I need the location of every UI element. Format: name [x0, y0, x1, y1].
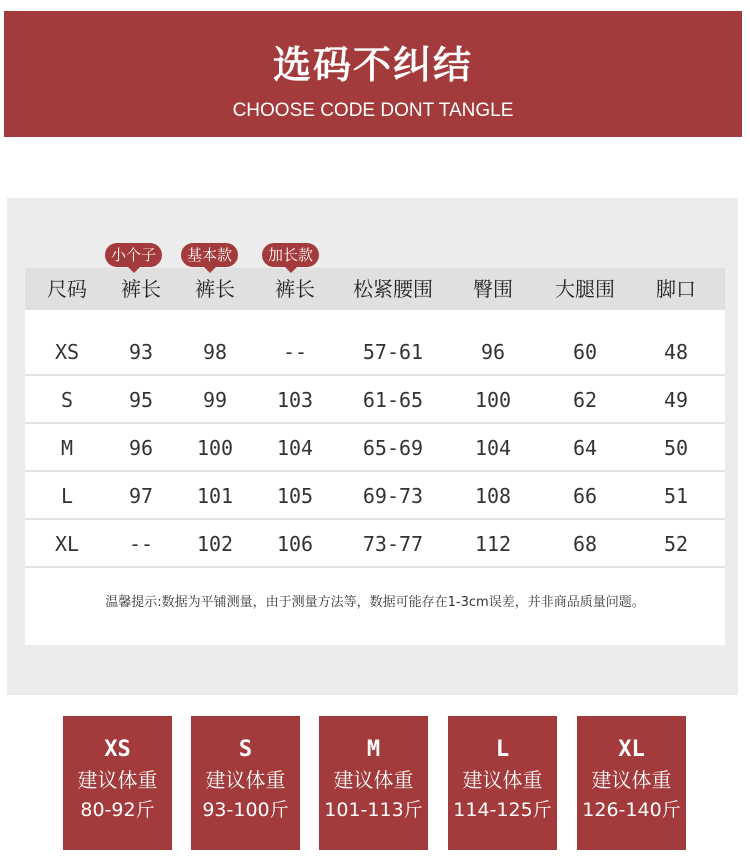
- row-divider: [25, 566, 725, 568]
- title-banner: [4, 11, 742, 137]
- page-title: 选码不纠结: [272, 43, 473, 87]
- weight-card-range: 101-113斤: [324, 799, 423, 821]
- cell-size: S: [60, 388, 74, 412]
- cell-length-long: 106: [276, 532, 314, 556]
- weight-card-label: 建议体重: [333, 768, 414, 792]
- weight-card-s: [191, 716, 300, 850]
- cell-length-petite: 96: [128, 436, 154, 460]
- tag-long: 加长款: [262, 243, 319, 267]
- page-subtitle: CHOOSE CODE DONT TANGLE: [232, 100, 514, 121]
- weight-card-size: S: [238, 737, 253, 762]
- cell-length-basic: 98: [202, 340, 228, 364]
- weight-card-range: 93-100斤: [202, 799, 289, 821]
- cell-hem: 49: [663, 388, 689, 412]
- weight-card-label: 建议体重: [462, 768, 543, 792]
- table-row: [25, 472, 725, 520]
- tag-petite: 小个子: [105, 243, 162, 267]
- header-length-long: 裤长: [275, 277, 315, 301]
- cell-length-basic: 102: [196, 532, 234, 556]
- cell-length-basic: 100: [196, 436, 234, 460]
- cell-hip: 108: [474, 484, 512, 508]
- table-row: [25, 520, 725, 568]
- header-size: 尺码: [47, 277, 87, 301]
- weight-card-size: XL: [618, 737, 645, 762]
- tag-basic: 基本款: [181, 243, 238, 267]
- cell-waist: 69-73: [362, 484, 424, 508]
- cell-hip: 112: [474, 532, 512, 556]
- weight-card-size: L: [495, 737, 510, 762]
- weight-card-range: 114-125斤: [453, 799, 552, 821]
- weight-card-xs: [63, 716, 172, 850]
- cell-size: M: [60, 436, 74, 460]
- cell-hem: 48: [663, 340, 689, 364]
- cell-length-long: 103: [276, 388, 314, 412]
- cell-waist: 61-65: [362, 388, 424, 412]
- weight-card-label: 建议体重: [77, 768, 158, 792]
- cell-thigh: 60: [572, 340, 598, 364]
- cell-thigh: 62: [572, 388, 598, 412]
- size-table: [25, 268, 725, 645]
- table-row: [25, 376, 725, 424]
- cell-length-petite: --: [128, 532, 154, 556]
- weight-card-l: [448, 716, 557, 850]
- cell-hip: 100: [474, 388, 512, 412]
- header-waist: 松紧腰围: [353, 277, 433, 301]
- cell-length-long: 105: [276, 484, 314, 508]
- weight-card-range: 80-92斤: [80, 799, 155, 821]
- cell-size: L: [60, 484, 74, 508]
- weight-card-xl: [577, 716, 686, 850]
- cell-length-basic: 99: [202, 388, 228, 412]
- cell-hip: 96: [480, 340, 506, 364]
- cell-length-long: 104: [276, 436, 314, 460]
- header-thigh: 大腿围: [555, 277, 615, 301]
- cell-thigh: 66: [572, 484, 598, 508]
- header-hem: 脚口: [656, 277, 696, 301]
- cell-thigh: 64: [572, 436, 598, 460]
- cell-length-petite: 95: [128, 388, 154, 412]
- cell-hip: 104: [474, 436, 512, 460]
- cell-length-basic: 101: [196, 484, 234, 508]
- cell-hem: 52: [663, 532, 689, 556]
- cell-length-petite: 93: [128, 340, 154, 364]
- cell-waist: 73-77: [362, 532, 424, 556]
- weight-card-range: 126-140斤: [582, 799, 681, 821]
- weight-card-label: 建议体重: [205, 768, 286, 792]
- table-row: [25, 328, 725, 376]
- cell-waist: 65-69: [362, 436, 424, 460]
- cell-hem: 50: [663, 436, 689, 460]
- measurement-note: 温馨提示:数据为平铺测量，由于测量方法等，数据可能存在1-3cm误差，并非商品质量问题。: [105, 595, 645, 610]
- cell-length-petite: 97: [128, 484, 154, 508]
- cell-waist: 57-61: [362, 340, 424, 364]
- header-length-basic: 裤长: [195, 277, 235, 301]
- weight-card-m: [319, 716, 428, 850]
- weight-card-label: 建议体重: [591, 768, 672, 792]
- header-length-petite: 裤长: [121, 277, 161, 301]
- weight-card-size: XS: [104, 737, 131, 762]
- cell-size: XS: [54, 340, 80, 364]
- table-row: [25, 424, 725, 472]
- size-chart-panel: [7, 198, 738, 695]
- cell-size: XL: [54, 532, 80, 556]
- table-header: [25, 268, 725, 310]
- cell-hem: 51: [663, 484, 689, 508]
- weight-card-size: M: [366, 737, 381, 762]
- cell-thigh: 68: [572, 532, 598, 556]
- header-hip: 臀围: [473, 277, 513, 301]
- cell-length-long: --: [282, 340, 308, 364]
